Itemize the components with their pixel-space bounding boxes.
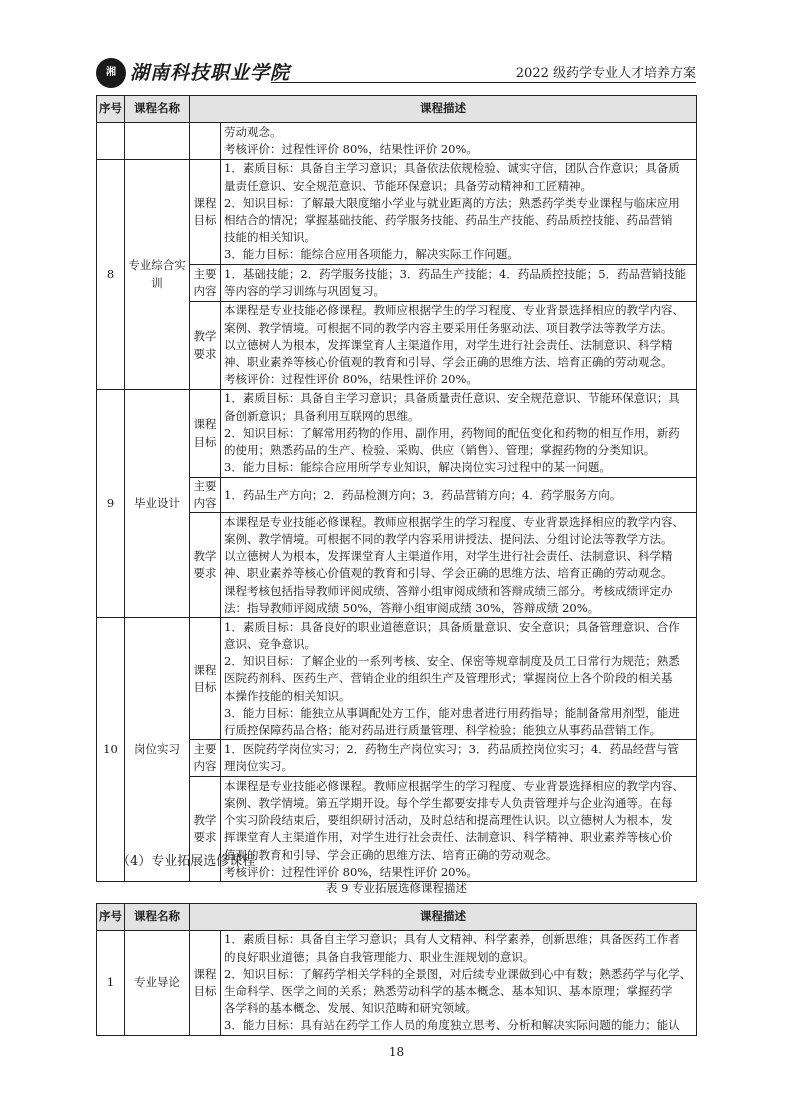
goal-label: 课程目标 bbox=[190, 618, 221, 740]
course-table bbox=[96, 95, 697, 882]
course-name: 专业导论 bbox=[125, 931, 190, 1036]
content-label: 主要内容 bbox=[190, 740, 221, 777]
page-number: 18 bbox=[388, 1045, 405, 1059]
section-title: （4）专业拓展选修课程 bbox=[117, 854, 256, 869]
course-name: 岗位实习 bbox=[125, 618, 190, 882]
header-rule bbox=[271, 82, 696, 83]
content-cell: 1．医院药学岗位实习；2．药物生产岗位实习；3．药品质控岗位实习；4．药品经营与管 理岗位实习。 bbox=[221, 740, 697, 777]
req-label: 教学要求 bbox=[190, 777, 221, 882]
req-cell: 本课程是专业技能必修课程。教师应根据学生的学习程度、专业背景选择相应的教学内容、 案例、教学情境。第五学期开设。每个学生都要安排专人负责管理并与企业沟通等。在每 个实习阶段结束后，要组织研讨活动，及时总结和提高理性认识。以立德树人为根本，发 挥课堂育人主渠道作用，对学生进行社会责任、法制意识、科学精神、职业素养等核心价 值观的教育和引导、学会正确的思维方法、培育正确的劳动观念。 考核评价：过程性评价 80%，结果性评价 20%。 bbox=[221, 777, 697, 882]
content-cell: 1．药品生产方向；2．药品检测方向；3．药品营销方向；4．药学服务方向。 bbox=[221, 478, 697, 513]
table-header-row bbox=[97, 904, 697, 931]
col-header-desc: 课程描述 bbox=[190, 904, 697, 931]
content-label: 主要内容 bbox=[190, 478, 221, 513]
content-cell: 1．基础技能；2．药学服务技能；3．药品生产技能；4．药品质控技能；5．药品营销技能 等内容的学习训练与巩固复习。 bbox=[221, 265, 697, 302]
goal-label: 课程目标 bbox=[190, 931, 221, 1036]
row-num: 1 bbox=[97, 931, 125, 1036]
row-num: 8 bbox=[97, 160, 125, 390]
college-logo-text: 湖南科技职业学院 bbox=[130, 62, 291, 84]
row-num: 10 bbox=[97, 618, 125, 882]
table-row bbox=[97, 931, 697, 1036]
course-name: 毕业设计 bbox=[125, 390, 190, 618]
table-row bbox=[97, 618, 697, 740]
course-name: 专业综合实训 bbox=[125, 160, 190, 390]
req-cell: 本课程是专业技能必修课程。教师应根据学生的学习程度、专业背景选择相应的教学内容、 案例、教学情境。可根据不同的教学内容主要采用任务驱动法、项目教学法等教学方法。 以立德树人为根本，发挥课堂育人主渠道作用，对学生进行社会责任、法制意识、科学精 神、职业素养等核心价值观的教育和引导、学会正确的思维方法、培育正确的劳动观念。 考核评价：过程性评价 80%，结果性评价 20%。 bbox=[221, 302, 697, 390]
page-header bbox=[96, 56, 696, 90]
goal-cell: 1．素质目标：具备自主学习意识；具有人文精神、科学素养，创新思维；具备医药工作者 的良好职业道德；具备自我管理能力、职业生涯规划的意识。 2．知识目标：了解药学相关学科的全景图，对后续专业课做到心中有数；熟悉药学与化学、 生命科学、医学之间的关系；熟悉劳动科学的基本概念、基本知识、基本原理；掌握药学 各学科的基本概念、发展、知识范畴和研究领域。 3．能力目标：具有站在药学工作人员的角度独立思考、分析和解决实际问题的能力；能认 bbox=[221, 931, 697, 1036]
table-row bbox=[97, 160, 697, 265]
goal-cell: 1．素质目标：具备良好的职业道德意识；具备质量意识、安全意识；具备管理意识、合作 意识、竞争意识。 2．知识目标：了解企业的一系列考核、安全、保密等规章制度及员工日常行为规范；熟悉 医院药剂科、医药生产、营销企业的组织生产及管理形式；掌握岗位上各个阶段的相关基 本操作技能的相关知识。 3．能力目标：能独立从事调配处方工作，能对患者进行用药指导；能制备常用剂型，能进 行质控保障药品合格；能对药品进行质量管理、科学检验；能独立从事药品营销工作。 bbox=[221, 618, 697, 740]
col-header-desc: 课程描述 bbox=[190, 96, 697, 123]
req-cell: 本课程是专业技能必修课程。教师应根据学生的学习程度、专业背景选择相应的教学内容、 案例、教学情境。可根据不同的教学内容采用讲授法、提问法、分组讨论法等教学方法。 以立德树人为根本，发挥课堂育人主渠道作用，对学生进行社会责任、法制意识、科学精 神、职业素养等核心价值观的教育和引导、学会正确的思维方法、培育正确的劳动观念。 课程考核包括指导教师评阅成绩、答辩小组审阅成绩和答辩成绩三部分。考核成绩评定办 法：指导教师评阅成绩 50%，答辩小组审阅成绩 30%，答辩成绩 20%。 bbox=[221, 513, 697, 618]
goal-label: 课程目标 bbox=[190, 390, 221, 478]
continuation-row bbox=[97, 123, 697, 160]
content-label: 主要内容 bbox=[190, 265, 221, 302]
req-label: 教学要求 bbox=[190, 513, 221, 618]
document-title: 2022 级药学专业人才培养方案 bbox=[515, 66, 696, 81]
col-header-name: 课程名称 bbox=[125, 904, 190, 931]
goal-cell: 1．素质目标：具备自主学习意识；具备质量责任意识、安全规范意识、节能环保意识；具 备创新意识；具备利用互联网的思维。 2．知识目标：了解常用药物的作用、副作用，药物间的配伍变化和药物的相互作用，新药 的使用；熟悉药品的生产、检验、采购、供应（销售）、管理；掌握药物的分类知识。 3．能力目标：能综合应用所学专业知识，解决岗位实习过程中的某一问题。 bbox=[221, 390, 697, 478]
table-header-row bbox=[97, 96, 697, 123]
row-num: 9 bbox=[97, 390, 125, 618]
goal-cell: 1．素质目标：具备自主学习意识；具备依法依规检验、诚实守信，团队合作意识；具备质 量责任意识、安全规范意识、节能环保意识；具备劳动精神和工匠精神。 2．知识目标：了解最大限度缩小学业与就业距离的方法；熟悉药学类专业课程与临床应用 相结合的情况；掌握基础技能、药学服务技能、药品生产技能、药品质控技能、药品营销 技能的相关知识。 3．能力目标：能综合应用各项能力，解决实际工作问题。 bbox=[221, 160, 697, 265]
col-header-num: 序号 bbox=[97, 904, 125, 931]
table-row bbox=[97, 390, 697, 478]
college-logo-icon: 湘 bbox=[96, 58, 126, 88]
req-label: 教学要求 bbox=[190, 302, 221, 390]
continuation-cell: 劳动观念。 考核评价：过程性评价 80%，结果性评价 20%。 bbox=[221, 123, 697, 160]
goal-label: 课程目标 bbox=[190, 160, 221, 265]
elective-course-table bbox=[96, 903, 697, 1036]
col-header-name: 课程名称 bbox=[125, 96, 190, 123]
col-header-num: 序号 bbox=[97, 96, 125, 123]
table-caption: 表 9 专业拓展选修课程描述 bbox=[325, 881, 468, 895]
